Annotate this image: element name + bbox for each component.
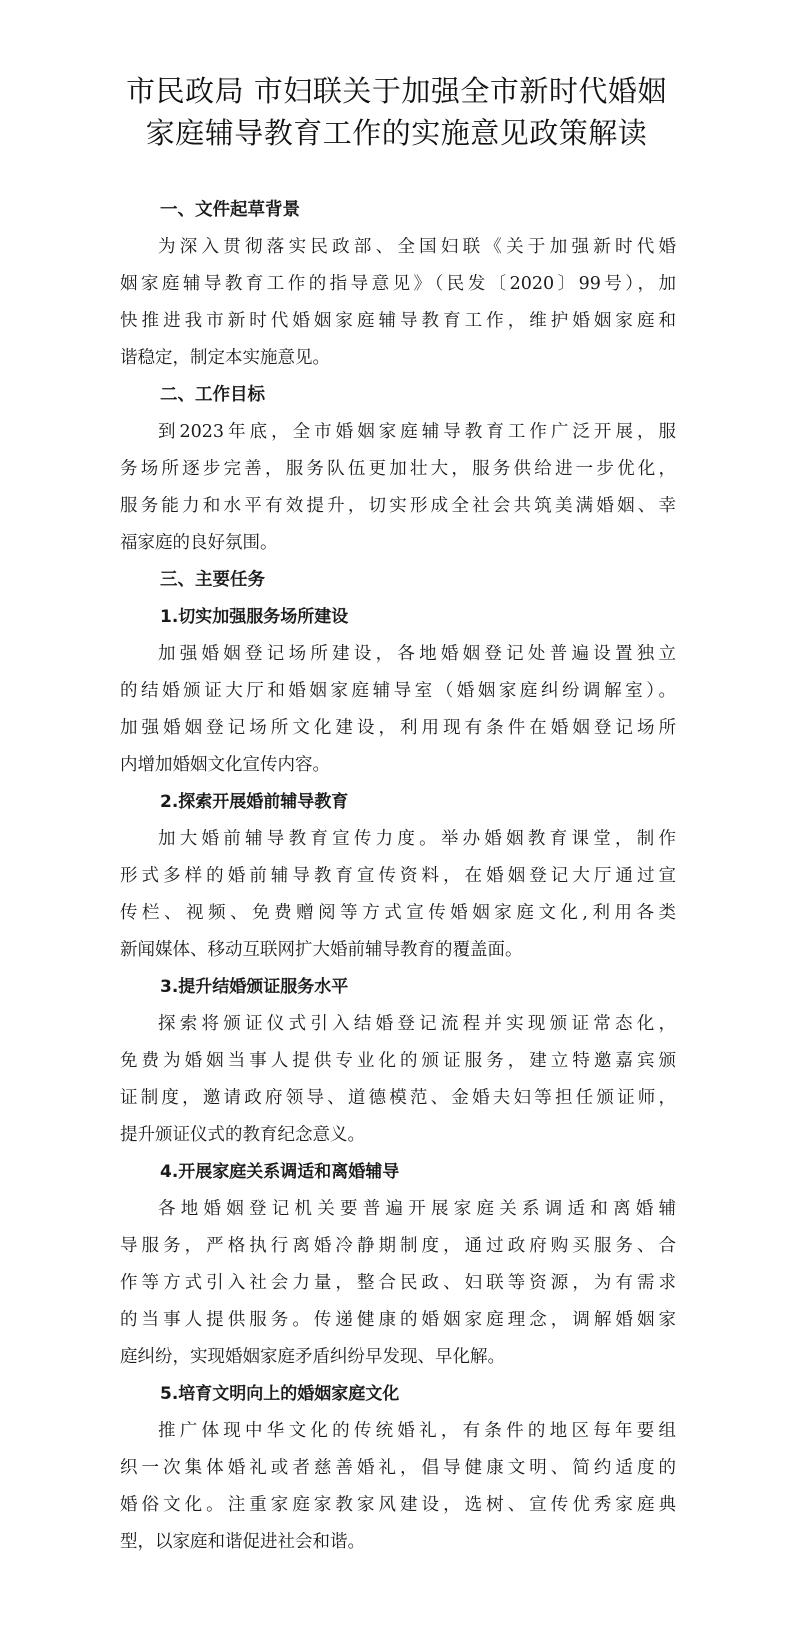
paragraph-task-4	[120, 1191, 676, 1376]
paragraph-line: 福家庭的良好氛围。	[120, 533, 278, 553]
paragraph-line: 加大婚前辅导教育宣传力度。举办婚姻教育课堂，制作	[158, 829, 676, 849]
paragraph-line: 证制度，邀请政府领导、道德模范、金婚夫妇等担任颁证师，	[120, 1088, 676, 1108]
paragraph-line: 导服务，严格执行离婚冷静期制度，通过政府购买服务、合	[120, 1236, 676, 1256]
paragraph-goals	[120, 414, 676, 562]
document-body	[120, 192, 676, 1561]
paragraph-line: 为深入贯彻落实民政部、全国妇联《关于加强新时代婚	[158, 237, 676, 257]
paragraph-line: 到2023年底，全市婚姻家庭辅导教育工作广泛开展，服	[158, 422, 676, 442]
task-heading-1: 1.切实加强服务场所建设	[160, 607, 349, 627]
paragraph-line: 加强婚姻登记场所文化建设，利用现有条件在婚姻登记场所	[120, 718, 676, 738]
paragraph-line: 免费为婚姻当事人提供专业化的颁证服务，建立特邀嘉宾颁	[120, 1051, 676, 1071]
paragraph-line: 姻家庭辅导教育工作的指导意见》（民发〔2020〕99号），加	[120, 274, 676, 294]
paragraph-line: 加强婚姻登记场所建设，各地婚姻登记处普遍设置独立	[158, 644, 676, 664]
paragraph-line: 庭纠纷，实现婚姻家庭矛盾纠纷早发现、早化解。	[120, 1347, 505, 1367]
paragraph-line: 形式多样的婚前辅导教育宣传资料，在婚姻登记大厅通过宣	[120, 866, 676, 886]
task-heading-4: 4.开展家庭关系调适和离婚辅导	[160, 1162, 400, 1182]
paragraph-line: 织一次集体婚礼或者慈善婚礼，倡导健康文明、简约适度的	[120, 1458, 676, 1478]
task-heading-2: 2.探索开展婚前辅导教育	[160, 792, 349, 812]
paragraph-line: 谐稳定，制定本实施意见。	[120, 348, 330, 368]
paragraph-line: 探索将颁证仪式引入结婚登记流程并实现颁证常态化，	[158, 1014, 676, 1034]
section-heading-goals: 二、工作目标	[160, 385, 265, 405]
section-heading-background: 一、文件起草背景	[160, 200, 300, 220]
paragraph-line: 的结婚颁证大厅和婚姻家庭辅导室（婚姻家庭纠纷调解室）。	[120, 681, 676, 701]
paragraph-background	[120, 229, 676, 377]
title-line-2: 家庭辅导教育工作的实施意见政策解读	[145, 116, 648, 150]
task-heading-3: 3.提升结婚颁证服务水平	[160, 977, 349, 997]
paragraph-line: 的当事人提供服务。传递健康的婚姻家庭理念，调解婚姻家	[120, 1310, 676, 1330]
paragraph-line: 服务能力和水平有效提升，切实形成全社会共筑美满婚姻、幸	[120, 496, 676, 516]
paragraph-line: 新闻媒体、移动互联网扩大婚前辅导教育的覆盖面。	[120, 940, 523, 960]
paragraph-line: 型，以家庭和谐促进社会和谐。	[120, 1532, 365, 1552]
task-heading-5: 5.培育文明向上的婚姻家庭文化	[160, 1384, 400, 1404]
paragraph-line: 提升颁证仪式的教育纪念意义。	[120, 1125, 365, 1145]
paragraph-line: 快推进我市新时代婚姻家庭辅导教育工作，维护婚姻家庭和	[120, 311, 676, 331]
section-heading-tasks: 三、主要任务	[160, 570, 265, 590]
paragraph-task-2	[120, 821, 676, 969]
paragraph-line: 推广体现中华文化的传统婚礼，有条件的地区每年要组	[158, 1421, 676, 1441]
document-title	[60, 70, 733, 154]
paragraph-line: 务场所逐步完善，服务队伍更加壮大，服务供给进一步优化，	[120, 459, 676, 479]
paragraph-task-1	[120, 636, 676, 784]
paragraph-line: 传栏、视频、免费赠阅等方式宣传婚姻家庭文化,利用各类	[120, 903, 676, 923]
title-line-1: 市民政局 市妇联关于加强全市新时代婚姻	[126, 74, 667, 108]
paragraph-line: 各地婚姻登记机关要普遍开展家庭关系调适和离婚辅	[158, 1199, 676, 1219]
paragraph-line: 婚俗文化。注重家庭家教家风建设，选树、宣传优秀家庭典	[120, 1495, 676, 1515]
paragraph-line: 作等方式引入社会力量，整合民政、妇联等资源，为有需求	[120, 1273, 676, 1293]
paragraph-task-3	[120, 1006, 676, 1154]
paragraph-line: 内增加婚姻文化宣传内容。	[120, 755, 330, 775]
paragraph-task-5	[120, 1413, 676, 1561]
